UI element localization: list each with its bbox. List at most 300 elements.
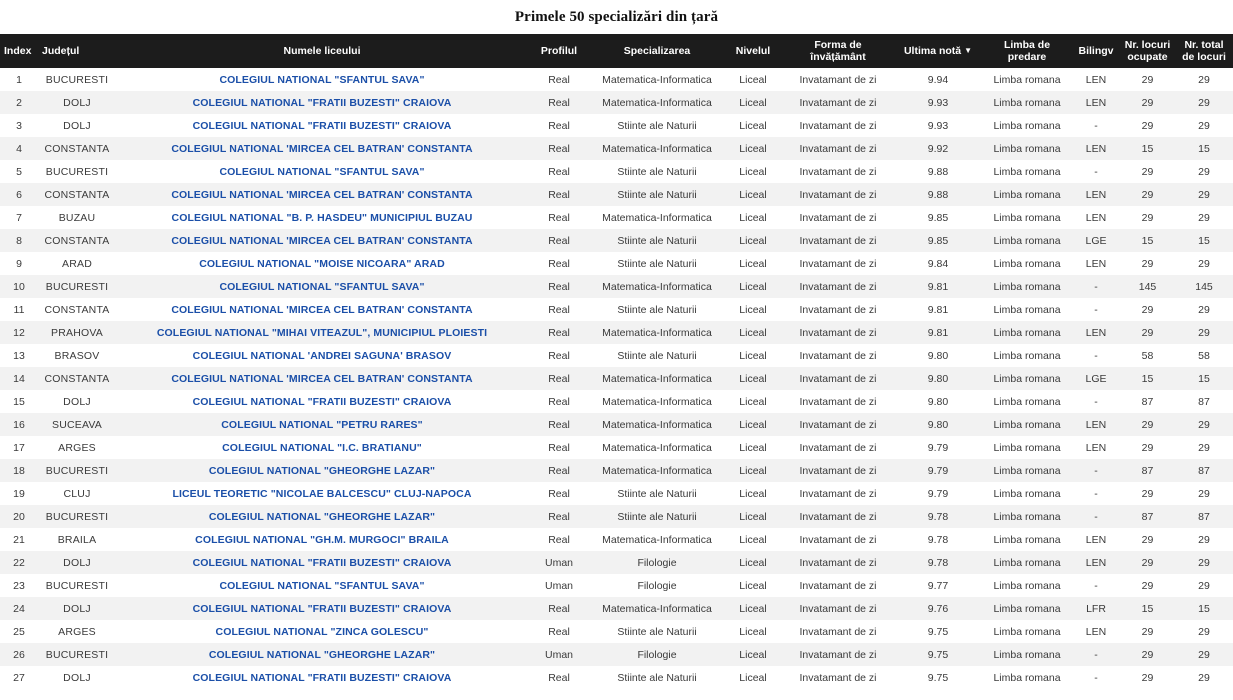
cell-ultima-nota: 9.92	[927, 142, 949, 155]
cell-judet: SUCEAVA	[51, 418, 103, 431]
liceu-link[interactable]: COLEGIUL NATIONAL "FRATII BUZESTI" CRAIOVA	[192, 119, 452, 132]
cell-locuri-total: 29	[1198, 73, 1210, 86]
cell-bilingv: LEN	[1085, 533, 1107, 546]
cell-forma: Invatamant de zi	[799, 671, 877, 684]
cell-nivel: Liceal	[739, 602, 767, 615]
cell-judet: BRASOV	[54, 349, 100, 362]
cell-judet: ARGES	[58, 441, 96, 454]
liceu-link[interactable]: COLEGIUL NATIONAL "SFANTUL SAVA"	[219, 73, 425, 86]
cell-ultima-nota: 9.78	[927, 533, 949, 546]
cell-liceu-link[interactable]	[116, 574, 528, 597]
cell-locuri-ocupate: 29	[1141, 211, 1154, 224]
cell-ultima-nota: 9.88	[927, 188, 949, 201]
cell-liceu-link[interactable]	[116, 206, 528, 229]
sort-desc-caret-icon[interactable]: ▼	[964, 46, 973, 56]
cell-index: 18	[13, 464, 25, 477]
table-row	[0, 91, 1233, 114]
liceu-link[interactable]: COLEGIUL NATIONAL "SFANTUL SAVA"	[219, 280, 425, 293]
cell-index: 24	[13, 602, 25, 615]
cell-bilingv: LFR	[1086, 602, 1106, 615]
cell-limba: Limba romana	[993, 487, 1061, 500]
cell-ultima-nota: 9.79	[927, 464, 949, 477]
cell-locuri-ocupate: 29	[1141, 303, 1154, 316]
cell-locuri-ocupate: 29	[1141, 556, 1154, 569]
cell-ultima-nota: 9.80	[927, 349, 949, 362]
liceu-link[interactable]: COLEGIUL NATIONAL "MOISE NICOARA" ARAD	[199, 257, 445, 270]
cell-locuri-ocupate: 145	[1138, 280, 1157, 293]
cell-limba: Limba romana	[993, 211, 1061, 224]
cell-specializare: Matematica-Informatica	[602, 441, 712, 454]
table-row	[0, 206, 1233, 229]
cell-liceu-link[interactable]	[116, 298, 528, 321]
cell-forma: Invatamant de zi	[799, 533, 877, 546]
cell-index: 27	[13, 671, 25, 684]
cell-profil: Real	[548, 211, 570, 224]
liceu-link[interactable]: COLEGIUL NATIONAL "PETRU RARES"	[221, 418, 423, 431]
liceu-link[interactable]: COLEGIUL NATIONAL "FRATII BUZESTI" CRAIOVA	[192, 602, 452, 615]
cell-ultima-nota: 9.81	[927, 280, 949, 293]
column-header-index[interactable]: Index	[0, 34, 38, 68]
cell-profil: Real	[548, 234, 570, 247]
cell-limba: Limba romana	[993, 165, 1061, 178]
cell-profil: Real	[548, 96, 570, 109]
liceu-link[interactable]: COLEGIUL NATIONAL "FRATII BUZESTI" CRAIOVA	[192, 96, 452, 109]
cell-liceu-link[interactable]	[116, 597, 528, 620]
liceu-link[interactable]: COLEGIUL NATIONAL "GHEORGHE LAZAR"	[208, 510, 436, 523]
liceu-link[interactable]: COLEGIUL NATIONAL "FRATII BUZESTI" CRAIOVA	[192, 556, 452, 569]
table-row	[0, 574, 1233, 597]
cell-forma: Invatamant de zi	[799, 119, 877, 132]
column-header-limba[interactable]	[982, 34, 1072, 68]
liceu-link[interactable]: COLEGIUL NATIONAL "ZINCA GOLESCU"	[215, 625, 429, 638]
cell-liceu-link[interactable]	[116, 436, 528, 459]
liceu-link[interactable]: COLEGIUL NATIONAL "B. P. HASDEU" MUNICIPIUL BUZAU	[171, 211, 473, 224]
cell-bilingv: LEN	[1085, 556, 1107, 569]
cell-nivel: Liceal	[739, 464, 767, 477]
cell-nivel: Liceal	[739, 73, 767, 86]
cell-index: 20	[13, 510, 25, 523]
cell-nivel: Liceal	[739, 349, 767, 362]
table-row	[0, 551, 1233, 574]
column-header-locuri-total[interactable]	[1175, 34, 1233, 68]
column-header-specializare[interactable]: Specializarea	[590, 34, 724, 68]
cell-locuri-ocupate: 29	[1141, 73, 1154, 86]
cell-nivel: Liceal	[739, 625, 767, 638]
liceu-link[interactable]: COLEGIUL NATIONAL "GH.M. MURGOCI" BRAILA	[195, 533, 449, 546]
cell-nivel: Liceal	[739, 533, 767, 546]
cell-limba: Limba romana	[993, 349, 1061, 362]
cell-limba: Limba romana	[993, 671, 1061, 684]
cell-locuri-total: 58	[1198, 349, 1210, 362]
cell-judet: BUCURESTI	[45, 510, 109, 523]
cell-profil: Real	[548, 487, 570, 500]
cell-ultima-nota: 9.75	[927, 671, 949, 684]
liceu-link[interactable]: COLEGIUL NATIONAL 'ANDREI SAGUNA' BRASOV	[192, 349, 452, 362]
cell-locuri-total: 29	[1198, 533, 1210, 546]
cell-profil: Real	[548, 349, 570, 362]
cell-profil: Real	[548, 372, 570, 385]
cell-locuri-ocupate: 29	[1141, 441, 1154, 454]
cell-judet: DOLJ	[63, 602, 91, 615]
cell-index: 11	[13, 303, 25, 316]
cell-forma: Invatamant de zi	[799, 625, 877, 638]
cell-locuri-ocupate: 87	[1141, 464, 1154, 477]
cell-liceu-link[interactable]	[116, 666, 528, 689]
cell-liceu-link[interactable]	[116, 505, 528, 528]
cell-bilingv: LEN	[1085, 142, 1107, 155]
cell-locuri-ocupate: 29	[1141, 487, 1154, 500]
cell-ultima-nota: 9.75	[927, 648, 949, 661]
cell-liceu-link[interactable]	[116, 321, 528, 344]
cell-profil: Uman	[544, 556, 573, 569]
cell-index: 12	[13, 326, 25, 339]
cell-forma: Invatamant de zi	[799, 165, 877, 178]
cell-nivel: Liceal	[739, 326, 767, 339]
cell-liceu-link[interactable]	[116, 275, 528, 298]
cell-index: 25	[13, 625, 25, 638]
column-header-judet[interactable]: Județul	[38, 34, 116, 68]
cell-bilingv: -	[1094, 280, 1098, 293]
cell-forma: Invatamant de zi	[799, 418, 877, 431]
column-header-nota[interactable]	[894, 34, 982, 68]
table-row	[0, 344, 1233, 367]
cell-judet: CLUJ	[63, 487, 91, 500]
cell-limba: Limba romana	[993, 188, 1061, 201]
cell-judet: CONSTANTA	[44, 188, 110, 201]
cell-liceu-link[interactable]	[116, 528, 528, 551]
table-row	[0, 137, 1233, 160]
cell-locuri-ocupate: 29	[1141, 96, 1154, 109]
liceu-link[interactable]: COLEGIUL NATIONAL "GHEORGHE LAZAR"	[208, 464, 436, 477]
cell-nivel: Liceal	[739, 96, 767, 109]
cell-locuri-total: 29	[1198, 96, 1210, 109]
column-header-limba-line2: predare	[1007, 51, 1047, 64]
cell-nivel: Liceal	[739, 487, 767, 500]
cell-index: 17	[13, 441, 25, 454]
cell-liceu-link[interactable]	[116, 137, 528, 160]
cell-locuri-total: 29	[1198, 211, 1210, 224]
cell-locuri-total: 15	[1198, 142, 1210, 155]
cell-liceu-link[interactable]	[116, 390, 528, 413]
cell-ultima-nota: 9.78	[927, 510, 949, 523]
cell-nivel: Liceal	[739, 510, 767, 523]
cell-forma: Invatamant de zi	[799, 211, 877, 224]
cell-liceu-link[interactable]	[116, 114, 528, 137]
liceu-link[interactable]: COLEGIUL NATIONAL 'MIRCEA CEL BATRAN' CONSTANTA	[171, 303, 473, 316]
table-header-row	[0, 34, 1233, 68]
cell-limba: Limba romana	[993, 73, 1061, 86]
cell-forma: Invatamant de zi	[799, 142, 877, 155]
table-row	[0, 620, 1233, 643]
liceu-link[interactable]: COLEGIUL NATIONAL 'MIRCEA CEL BATRAN' CONSTANTA	[171, 372, 473, 385]
cell-locuri-ocupate: 29	[1141, 119, 1154, 132]
cell-judet: BUCURESTI	[45, 464, 109, 477]
cell-ultima-nota: 9.88	[927, 165, 949, 178]
cell-forma: Invatamant de zi	[799, 303, 877, 316]
cell-profil: Real	[548, 280, 570, 293]
cell-forma: Invatamant de zi	[799, 556, 877, 569]
cell-specializare: Stiinte ale Naturii	[617, 234, 697, 247]
cell-locuri-ocupate: 29	[1141, 326, 1154, 339]
cell-profil: Real	[548, 73, 570, 86]
cell-liceu-link[interactable]	[116, 459, 528, 482]
cell-locuri-total: 15	[1198, 602, 1210, 615]
liceu-link[interactable]: COLEGIUL NATIONAL "SFANTUL SAVA"	[219, 165, 425, 178]
cell-liceu-link[interactable]	[116, 551, 528, 574]
cell-ultima-nota: 9.78	[927, 556, 949, 569]
column-header-total-line2: de locuri	[1182, 51, 1226, 64]
cell-locuri-total: 29	[1198, 648, 1210, 661]
table-header	[0, 34, 1233, 68]
column-header-bilingv[interactable]: Bilingv	[1072, 34, 1120, 68]
cell-liceu-link[interactable]	[116, 413, 528, 436]
cell-ultima-nota: 9.76	[927, 602, 949, 615]
cell-profil: Real	[548, 510, 570, 523]
cell-locuri-total: 15	[1198, 372, 1210, 385]
liceu-link[interactable]: COLEGIUL NATIONAL 'MIRCEA CEL BATRAN' CONSTANTA	[171, 234, 473, 247]
column-header-locuri-ocupate[interactable]	[1120, 34, 1175, 68]
table-body	[0, 68, 1233, 689]
cell-index: 14	[13, 372, 25, 385]
cell-liceu-link[interactable]	[116, 160, 528, 183]
cell-nivel: Liceal	[739, 579, 767, 592]
cell-nivel: Liceal	[739, 372, 767, 385]
cell-bilingv: LGE	[1085, 372, 1107, 385]
cell-bilingv: LEN	[1085, 625, 1107, 638]
cell-locuri-total: 29	[1198, 418, 1210, 431]
cell-limba: Limba romana	[993, 579, 1061, 592]
cell-liceu-link[interactable]	[116, 229, 528, 252]
cell-liceu-link[interactable]	[116, 367, 528, 390]
cell-liceu-link[interactable]	[116, 252, 528, 275]
cell-specializare: Stiinte ale Naturii	[617, 257, 697, 270]
cell-nivel: Liceal	[739, 234, 767, 247]
cell-forma: Invatamant de zi	[799, 257, 877, 270]
cell-profil: Real	[548, 303, 570, 316]
cell-ultima-nota: 9.79	[927, 441, 949, 454]
liceu-link[interactable]: COLEGIUL NATIONAL "SFANTUL SAVA"	[219, 579, 425, 592]
cell-locuri-total: 29	[1198, 671, 1210, 684]
cell-limba: Limba romana	[993, 510, 1061, 523]
cell-forma: Invatamant de zi	[799, 188, 877, 201]
table-row	[0, 229, 1233, 252]
cell-ultima-nota: 9.80	[927, 372, 949, 385]
cell-nivel: Liceal	[739, 280, 767, 293]
cell-profil: Real	[548, 257, 570, 270]
cell-limba: Limba romana	[993, 395, 1061, 408]
cell-specializare: Stiinte ale Naturii	[617, 625, 697, 638]
cell-liceu-link[interactable]	[116, 620, 528, 643]
cell-profil: Real	[548, 142, 570, 155]
cell-specializare: Filologie	[637, 648, 677, 661]
cell-forma: Invatamant de zi	[799, 372, 877, 385]
column-header-forma-line1: Forma de	[814, 39, 862, 51]
cell-liceu-link[interactable]	[116, 183, 528, 206]
cell-bilingv: -	[1094, 165, 1098, 178]
cell-specializare: Matematica-Informatica	[602, 326, 712, 339]
table-row	[0, 505, 1233, 528]
cell-specializare: Stiinte ale Naturii	[617, 188, 697, 201]
cell-index: 23	[13, 579, 25, 592]
cell-index: 9	[16, 257, 22, 270]
table-row	[0, 528, 1233, 551]
cell-nivel: Liceal	[739, 418, 767, 431]
cell-limba: Limba romana	[993, 303, 1061, 316]
cell-index: 22	[13, 556, 25, 569]
cell-nivel: Liceal	[739, 142, 767, 155]
cell-specializare: Matematica-Informatica	[602, 602, 712, 615]
cell-bilingv: -	[1094, 464, 1098, 477]
cell-forma: Invatamant de zi	[799, 349, 877, 362]
liceu-link[interactable]: COLEGIUL NATIONAL "GHEORGHE LAZAR"	[208, 648, 436, 661]
cell-index: 2	[16, 96, 22, 109]
column-header-ocupate-line1: Nr. locuri	[1124, 39, 1171, 51]
cell-limba: Limba romana	[993, 418, 1061, 431]
table-row	[0, 436, 1233, 459]
cell-limba: Limba romana	[993, 533, 1061, 546]
cell-locuri-total: 29	[1198, 165, 1210, 178]
cell-judet: PRAHOVA	[51, 326, 103, 339]
cell-specializare: Stiinte ale Naturii	[617, 510, 697, 523]
cell-limba: Limba romana	[993, 234, 1061, 247]
cell-profil: Uman	[544, 648, 573, 661]
table-row	[0, 183, 1233, 206]
column-header-forma[interactable]	[782, 34, 894, 68]
cell-profil: Real	[548, 395, 570, 408]
cell-ultima-nota: 9.93	[927, 119, 949, 132]
cell-liceu-link[interactable]	[116, 344, 528, 367]
cell-locuri-total: 87	[1198, 395, 1210, 408]
cell-judet: BUCURESTI	[45, 280, 109, 293]
cell-index: 8	[16, 234, 22, 247]
column-header-profil[interactable]: Profilul	[528, 34, 590, 68]
table-row	[0, 367, 1233, 390]
cell-judet: DOLJ	[63, 671, 91, 684]
cell-locuri-total: 29	[1198, 625, 1210, 638]
cell-ultima-nota: 9.75	[927, 625, 949, 638]
cell-locuri-ocupate: 29	[1141, 648, 1154, 661]
specializations-table	[0, 34, 1233, 689]
cell-limba: Limba romana	[993, 257, 1061, 270]
cell-specializare: Matematica-Informatica	[602, 211, 712, 224]
cell-locuri-ocupate: 87	[1141, 510, 1154, 523]
liceu-link[interactable]: COLEGIUL NATIONAL 'MIRCEA CEL BATRAN' CONSTANTA	[171, 142, 473, 155]
cell-judet: CONSTANTA	[44, 303, 110, 316]
cell-limba: Limba romana	[993, 142, 1061, 155]
cell-bilingv: -	[1094, 671, 1098, 684]
cell-specializare: Stiinte ale Naturii	[617, 303, 697, 316]
cell-judet: BUCURESTI	[45, 165, 109, 178]
cell-index: 21	[13, 533, 25, 546]
cell-index: 16	[13, 418, 25, 431]
cell-bilingv: -	[1094, 648, 1098, 661]
cell-bilingv: -	[1094, 395, 1098, 408]
cell-judet: BUCURESTI	[45, 648, 109, 661]
cell-ultima-nota: 9.84	[927, 257, 949, 270]
cell-judet: CONSTANTA	[44, 142, 110, 155]
cell-specializare: Matematica-Informatica	[602, 395, 712, 408]
cell-bilingv: LEN	[1085, 257, 1107, 270]
liceu-link[interactable]: COLEGIUL NATIONAL "FRATII BUZESTI" CRAIOVA	[192, 395, 452, 408]
cell-locuri-total: 29	[1198, 579, 1210, 592]
cell-nivel: Liceal	[739, 188, 767, 201]
liceu-link[interactable]: LICEUL TEORETIC "NICOLAE BALCESCU" CLUJ-NAPOCA	[172, 487, 472, 500]
cell-bilingv: LEN	[1085, 418, 1107, 431]
liceu-link[interactable]: COLEGIUL NATIONAL "FRATII BUZESTI" CRAIOVA	[192, 671, 452, 684]
cell-index: 5	[16, 165, 22, 178]
cell-specializare: Matematica-Informatica	[602, 464, 712, 477]
cell-locuri-ocupate: 15	[1141, 602, 1154, 615]
column-header-nivel[interactable]: Nivelul	[724, 34, 782, 68]
cell-ultima-nota: 9.80	[927, 395, 949, 408]
column-header-liceu[interactable]: Numele liceului	[116, 34, 528, 68]
cell-forma: Invatamant de zi	[799, 441, 877, 454]
cell-nivel: Liceal	[739, 165, 767, 178]
cell-bilingv: LEN	[1085, 211, 1107, 224]
cell-judet: CONSTANTA	[44, 372, 110, 385]
table-row	[0, 459, 1233, 482]
cell-profil: Real	[548, 533, 570, 546]
cell-index: 26	[13, 648, 25, 661]
cell-forma: Invatamant de zi	[799, 73, 877, 86]
cell-profil: Real	[548, 165, 570, 178]
cell-index: 13	[13, 349, 25, 362]
cell-specializare: Stiinte ale Naturii	[617, 671, 697, 684]
cell-forma: Invatamant de zi	[799, 395, 877, 408]
cell-bilingv: -	[1094, 119, 1098, 132]
liceu-link[interactable]: COLEGIUL NATIONAL "MIHAI VITEAZUL", MUNICIPIUL PLOIESTI	[156, 326, 488, 339]
cell-ultima-nota: 9.79	[927, 487, 949, 500]
cell-locuri-total: 29	[1198, 188, 1210, 201]
cell-liceu-link[interactable]	[116, 643, 528, 666]
cell-ultima-nota: 9.85	[927, 211, 949, 224]
cell-liceu-link[interactable]	[116, 91, 528, 114]
cell-forma: Invatamant de zi	[799, 280, 877, 293]
cell-specializare: Stiinte ale Naturii	[617, 487, 697, 500]
cell-locuri-ocupate: 29	[1141, 579, 1154, 592]
cell-locuri-total: 29	[1198, 487, 1210, 500]
cell-index: 10	[13, 280, 25, 293]
table-row	[0, 482, 1233, 505]
table-row	[0, 114, 1233, 137]
cell-bilingv: LEN	[1085, 441, 1107, 454]
cell-locuri-ocupate: 29	[1141, 257, 1154, 270]
cell-specializare: Matematica-Informatica	[602, 372, 712, 385]
cell-nivel: Liceal	[739, 119, 767, 132]
liceu-link[interactable]: COLEGIUL NATIONAL "I.C. BRATIANU"	[222, 441, 422, 454]
cell-judet: BRAILA	[57, 533, 97, 546]
cell-locuri-total: 29	[1198, 257, 1210, 270]
cell-limba: Limba romana	[993, 119, 1061, 132]
cell-ultima-nota: 9.85	[927, 234, 949, 247]
cell-ultima-nota: 9.80	[927, 418, 949, 431]
cell-nivel: Liceal	[739, 441, 767, 454]
cell-profil: Real	[548, 602, 570, 615]
column-header-ocupate-line2: ocupate	[1127, 51, 1168, 64]
cell-judet: DOLJ	[63, 96, 91, 109]
liceu-link[interactable]: COLEGIUL NATIONAL 'MIRCEA CEL BATRAN' CONSTANTA	[171, 188, 473, 201]
cell-liceu-link[interactable]	[116, 482, 528, 505]
cell-ultima-nota: 9.94	[927, 73, 949, 86]
cell-limba: Limba romana	[993, 648, 1061, 661]
cell-limba: Limba romana	[993, 280, 1061, 293]
cell-liceu-link[interactable]	[116, 68, 528, 91]
cell-forma: Invatamant de zi	[799, 602, 877, 615]
column-header-nota-label: Ultima notă	[903, 45, 962, 58]
table-row	[0, 321, 1233, 344]
cell-specializare: Filologie	[637, 556, 677, 569]
cell-limba: Limba romana	[993, 96, 1061, 109]
